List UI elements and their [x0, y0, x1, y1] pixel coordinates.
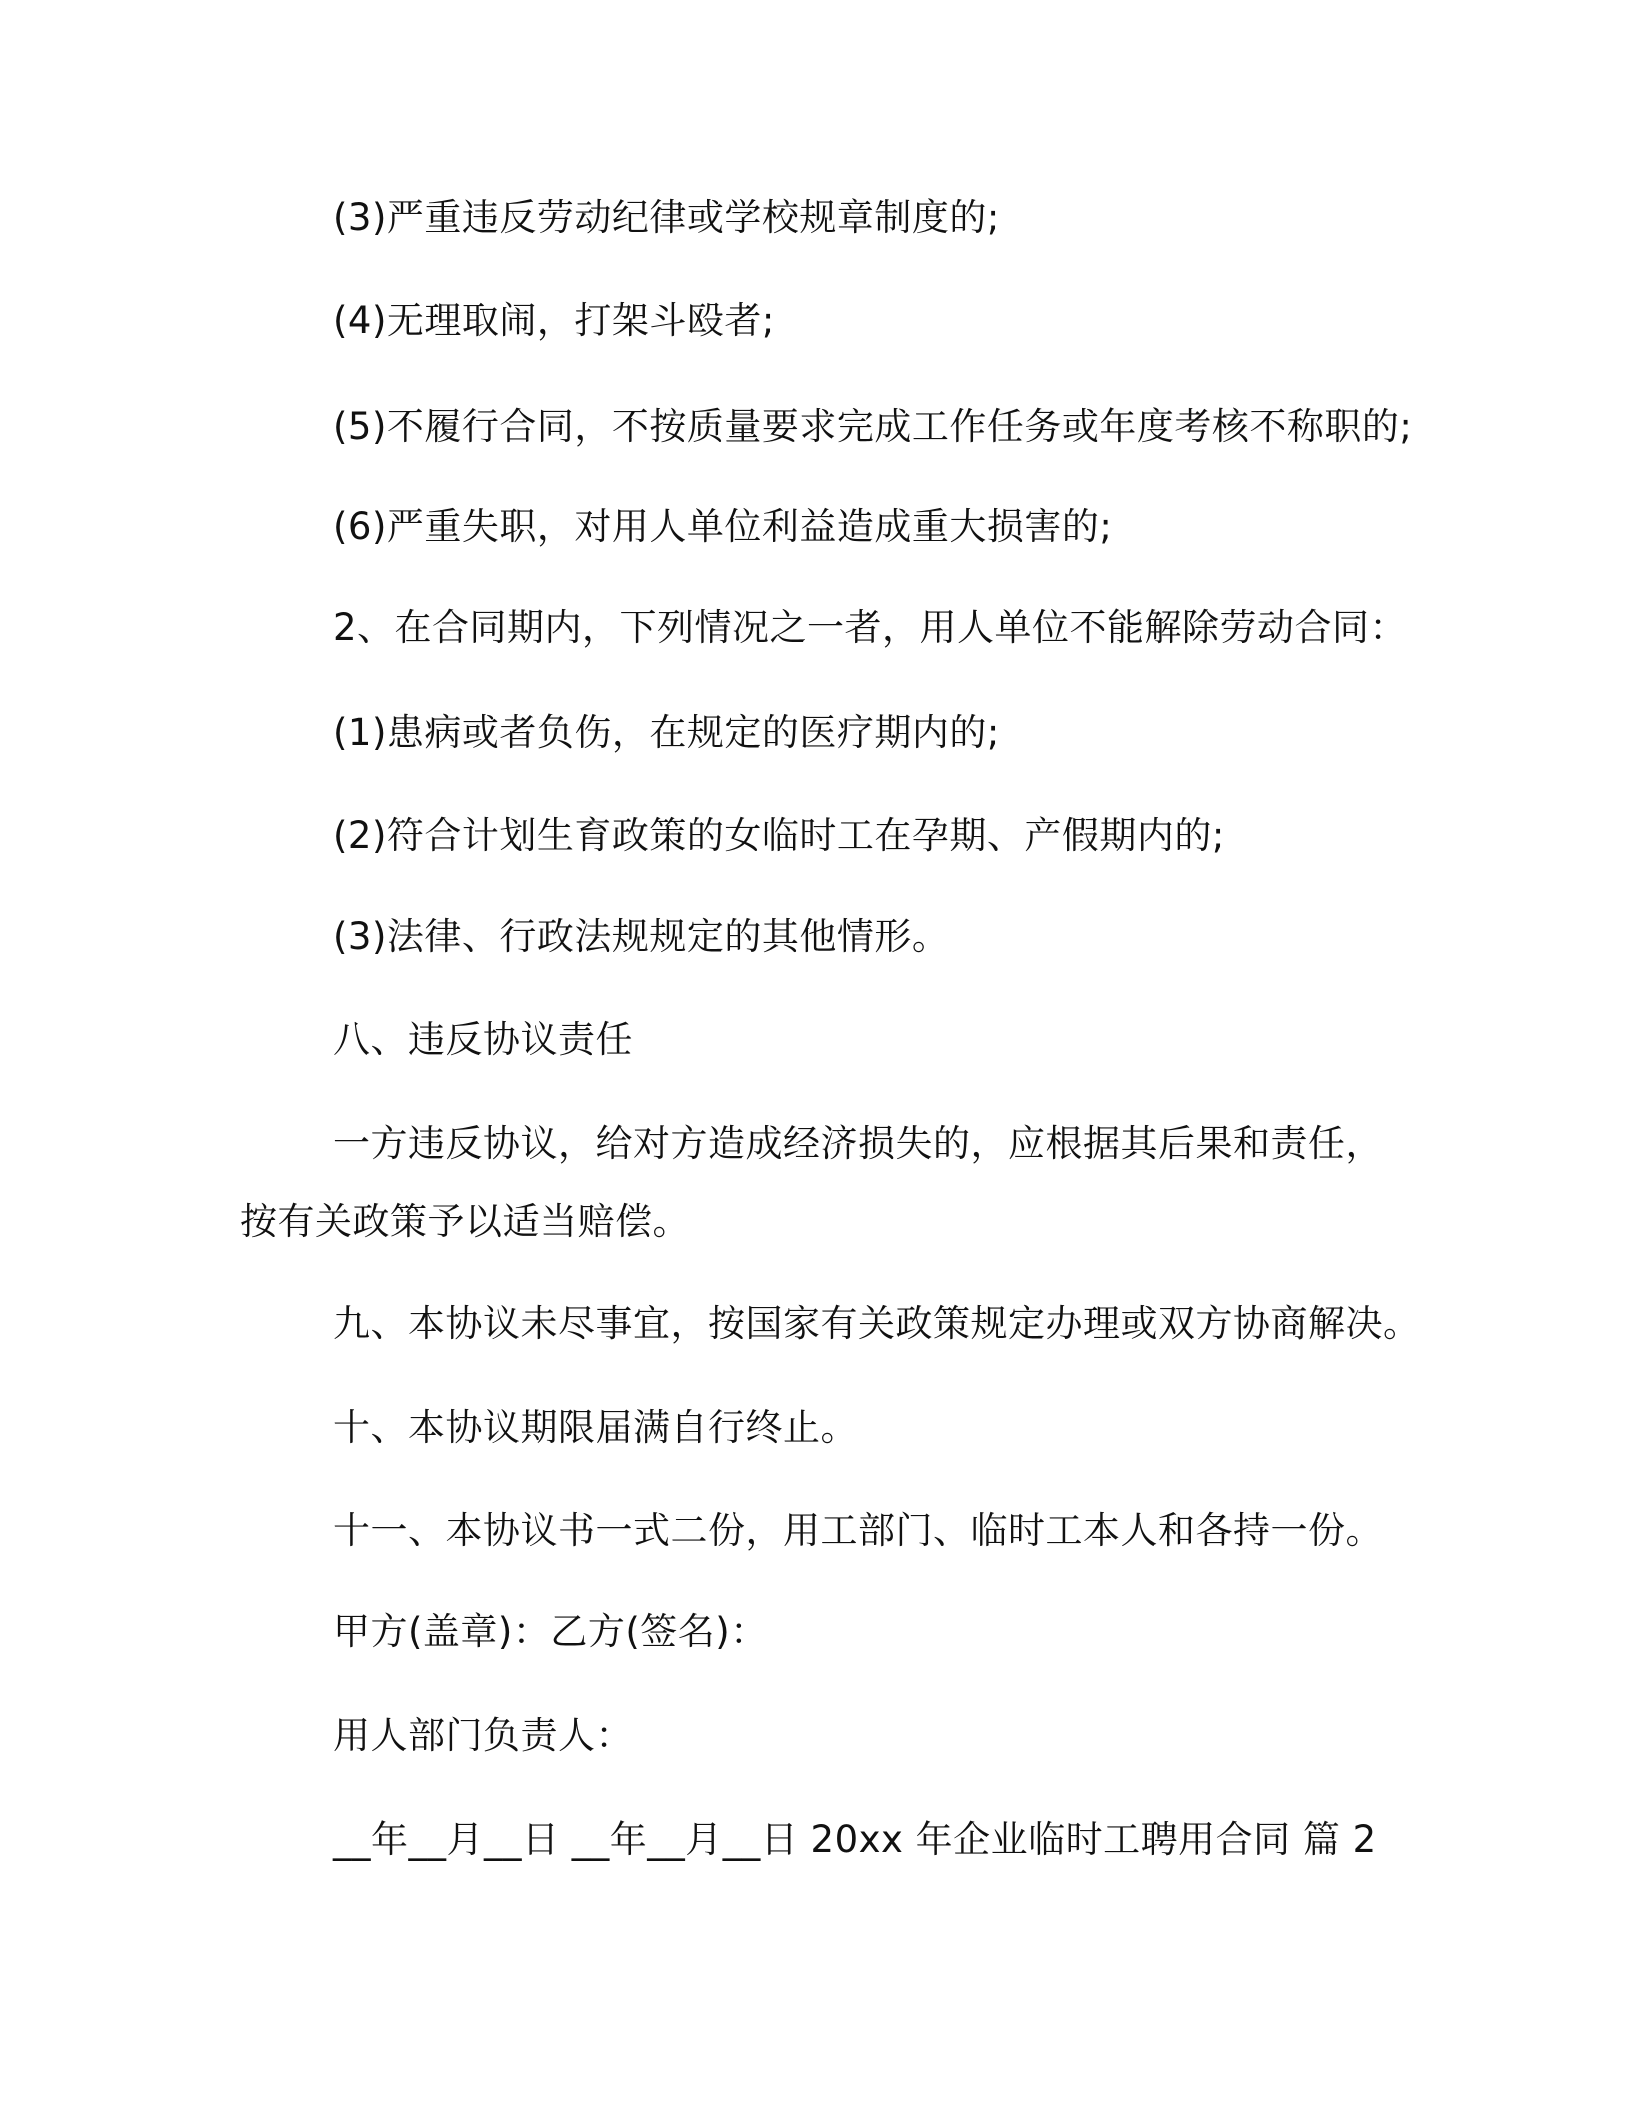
clause-line-5: (5)不履行合同，不按质量要求完成工作任务或年度考核不称职的;	[333, 405, 1413, 448]
section-8-paragraph-continued: 按有关政策予以适当赔偿。	[240, 1200, 690, 1243]
section-11: 十一、本协议书一式二份，用工部门、临时工本人和各持一份。	[333, 1509, 1383, 1552]
signature-parties: 甲方(盖章)：乙方(签名)：	[333, 1610, 768, 1653]
section-2-item-2: (2)符合计划生育政策的女临时工在孕期、产假期内的;	[333, 814, 1225, 857]
section-9: 九、本协议未尽事宜，按国家有关政策规定办理或双方协商解决。	[333, 1302, 1421, 1345]
department-head-line: 用人部门负责人：	[333, 1714, 633, 1757]
section-8-heading: 八、违反协议责任	[333, 1018, 633, 1061]
clause-line-3: (3)严重违反劳动纪律或学校规章制度的;	[333, 196, 1000, 239]
section-2-item-1: (1)患病或者负伤，在规定的医疗期内的;	[333, 711, 1000, 754]
section-10: 十、本协议期限届满自行终止。	[333, 1406, 858, 1449]
date-and-next-title: __年__月__日 __年__月__日 20xx 年企业临时工聘用合同 篇 2	[333, 1818, 1377, 1861]
clause-line-4: (4)无理取闹，打架斗殴者;	[333, 299, 775, 342]
section-2-heading: 2、在合同期内，下列情况之一者，用人单位不能解除劳动合同：	[333, 606, 1408, 649]
section-8-paragraph: 一方违反协议，给对方造成经济损失的，应根据其后果和责任，	[333, 1122, 1383, 1165]
section-2-item-3: (3)法律、行政法规规定的其他情形。	[333, 915, 950, 958]
clause-line-6: (6)严重失职，对用人单位利益造成重大损害的;	[333, 505, 1113, 548]
